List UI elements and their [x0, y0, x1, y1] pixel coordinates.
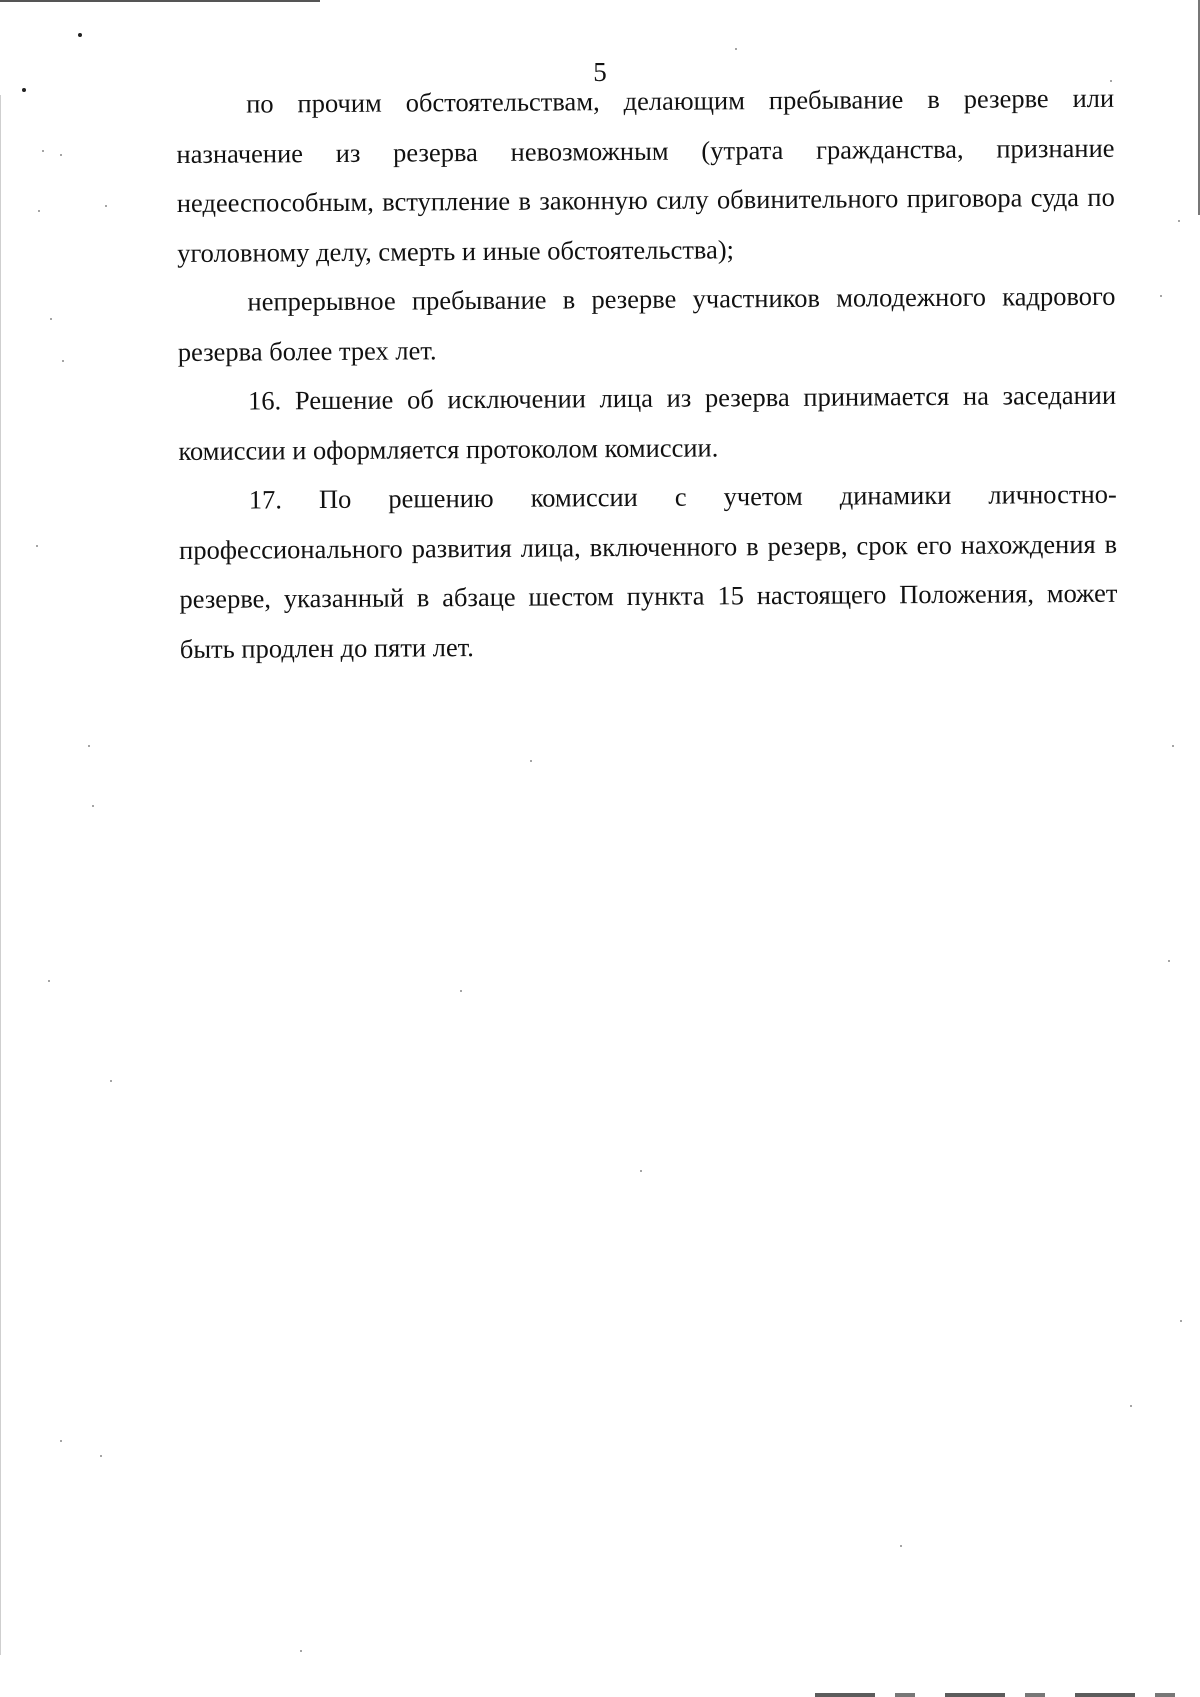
scan-speck — [78, 33, 82, 37]
document-body — [176, 74, 1118, 674]
scan-speck — [88, 745, 90, 747]
scan-speck — [640, 1170, 642, 1172]
paragraph-item-16: 16. Решение об исключении лица из резерва принимается на заседании комиссии и оформляется протоколом комиссии. — [178, 379, 1117, 466]
scan-speck — [900, 1545, 902, 1547]
scan-speck — [38, 210, 40, 212]
scan-speck — [1180, 1320, 1182, 1322]
scan-speck — [50, 318, 52, 320]
paragraph-other-circumstances: по прочим обстоятельствам, делающим пребывание в резерве или назначение из резерва невозможным (утрата гражданства, признание недееспособным, вступление в законную силу обвинительного приговора суда по уголовному делу, смерть и иные обстоятельства); — [176, 82, 1115, 268]
scan-edge-left — [0, 95, 1, 1655]
scan-speck — [300, 1650, 302, 1652]
scan-speck — [1178, 220, 1180, 222]
scan-speck — [22, 88, 26, 92]
paragraph-continuous-stay: непрерывное пребывание в резерве участников молодежного кадрового резерва более трех лет. — [177, 280, 1116, 367]
scan-speck — [60, 1440, 62, 1442]
scan-speck — [60, 154, 62, 156]
scan-speck — [1130, 1405, 1132, 1407]
scan-edge-top — [0, 0, 320, 2]
scan-speck — [36, 545, 38, 547]
scan-speck — [105, 205, 107, 207]
scan-speck — [530, 760, 532, 762]
scan-speck — [92, 805, 94, 807]
scan-speck — [1110, 80, 1112, 82]
scan-speck — [48, 980, 50, 982]
scan-speck — [1168, 960, 1170, 962]
page-number: 5 — [593, 57, 607, 87]
scan-speck — [100, 1455, 102, 1457]
scan-speck — [1172, 745, 1174, 747]
scan-speck — [460, 990, 462, 992]
scan-speck — [1160, 295, 1162, 297]
scan-speck — [62, 360, 64, 362]
scan-speck — [735, 48, 737, 50]
paragraph-item-17: 17. По решению комиссии с учетом динамики личностно-профессионального развития лица, включенного в резерв, срок его нахождения в резерве, указанный в абзаце шестом пункта 15 настоящего Положения, может быть продлен до пяти лет. — [179, 478, 1118, 664]
scan-bottom-marks — [815, 1693, 1200, 1697]
scan-speck — [110, 1080, 112, 1082]
scan-speck — [42, 150, 44, 152]
